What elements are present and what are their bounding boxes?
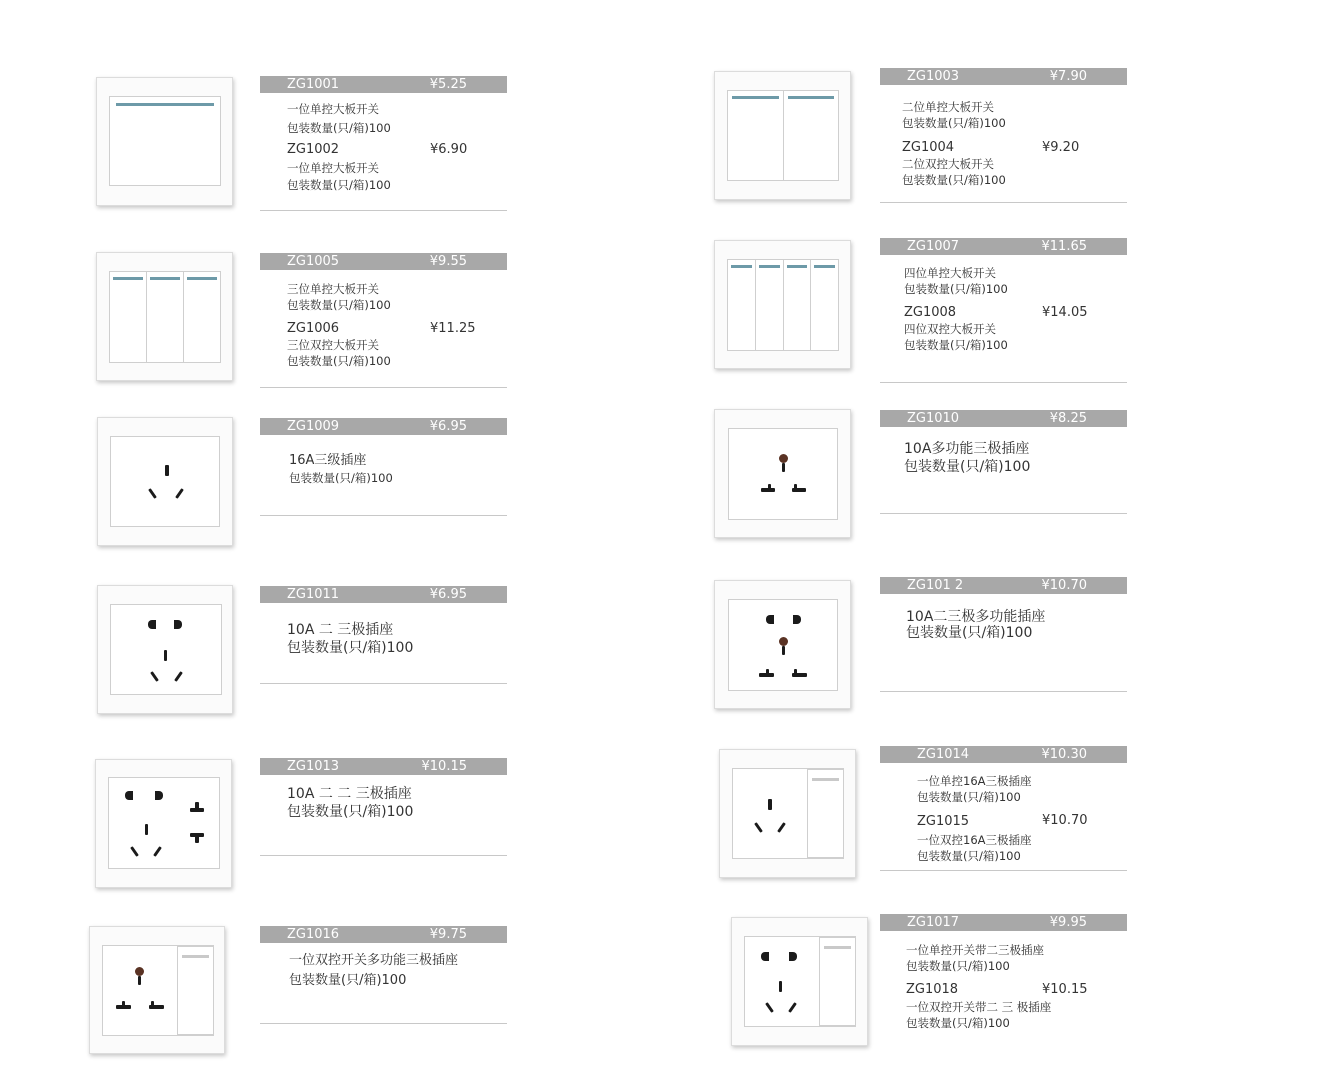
product-price-variant: ¥9.20 <box>1042 140 1080 155</box>
pack-quantity-variant: 包装数量(只/箱)100 <box>917 849 1021 863</box>
pack-quantity: 包装数量(只/箱)100 <box>287 298 391 312</box>
divider <box>880 513 1127 514</box>
product-code-variant: ZG1004 <box>902 140 955 155</box>
product-name-variant: 一位单控大板开关 <box>287 161 379 175</box>
product-name: 10A多功能三极插座 <box>904 441 1030 457</box>
product-code: ZG1011 <box>287 587 340 602</box>
product-header-bar <box>880 410 1127 427</box>
product-name: 10A二三极多功能插座 <box>906 609 1046 625</box>
product-price: ¥10.70 <box>1041 578 1087 593</box>
divider <box>260 1023 507 1024</box>
product-code: ZG1014 <box>917 747 970 762</box>
product-name-variant: 一位双控开关带二 三 极插座 <box>906 1000 1052 1014</box>
product-name: 一位单控大板开关 <box>287 102 379 116</box>
product-name-variant: 一位双控16A三极插座 <box>917 833 1032 847</box>
product-header-bar <box>260 418 507 435</box>
product-header-bar <box>260 76 507 93</box>
product-image-multifunction-socket <box>714 409 851 538</box>
divider <box>880 382 1127 383</box>
rocker-switch <box>177 946 214 1035</box>
product-image-switched-multifunction-socket <box>89 926 225 1054</box>
product-code: ZG1007 <box>907 239 960 254</box>
product-code: ZG101 2 <box>907 578 964 593</box>
pack-quantity: 包装数量(只/箱)100 <box>902 116 1006 130</box>
product-price: ¥9.95 <box>1049 915 1087 930</box>
pack-quantity: 包装数量(只/箱)100 <box>904 459 1031 475</box>
product-name: 一位单控开关带二三极插座 <box>906 943 1044 957</box>
product-image-16a-socket <box>97 417 233 546</box>
product-image-switched-16a-socket <box>719 749 856 878</box>
product-code: ZG1010 <box>907 411 960 426</box>
pack-quantity-variant: 包装数量(只/箱)100 <box>906 1016 1010 1030</box>
indicator-strip <box>116 103 214 106</box>
product-header-bar <box>260 926 507 943</box>
divider <box>260 683 507 684</box>
pack-quantity: 包装数量(只/箱)100 <box>289 471 393 485</box>
product-image-2-gang-switch <box>714 71 851 200</box>
product-price-variant: ¥11.25 <box>430 321 476 336</box>
product-image-1-gang-switch <box>96 77 233 206</box>
product-price: ¥8.25 <box>1049 411 1087 426</box>
pack-quantity-variant: 包装数量(只/箱)100 <box>902 173 1006 187</box>
product-header-bar <box>880 914 1127 931</box>
product-header-bar <box>880 746 1127 763</box>
product-image-2-3-multifunction-socket <box>714 580 851 709</box>
rocker-switch <box>807 769 844 858</box>
pack-quantity: 包装数量(只/箱)100 <box>904 282 1008 296</box>
product-header-bar <box>880 238 1127 255</box>
product-code-variant: ZG1006 <box>287 321 340 336</box>
product-image-2-2-3-socket <box>95 759 232 888</box>
pack-quantity: 包装数量(只/箱)100 <box>289 973 407 988</box>
pack-quantity: 包装数量(只/箱)100 <box>287 121 391 135</box>
product-name: 一位单控16A三极插座 <box>917 774 1032 788</box>
product-code-variant: ZG1018 <box>906 982 959 997</box>
pack-quantity-variant: 包装数量(只/箱)100 <box>287 178 391 192</box>
product-name: 10A 二 二 三极插座 <box>287 786 412 802</box>
product-name-variant: 四位双控大板开关 <box>904 322 996 336</box>
product-price-variant: ¥10.70 <box>1042 813 1088 828</box>
divider <box>260 387 507 388</box>
pack-quantity-variant: 包装数量(只/箱)100 <box>287 354 391 368</box>
product-price-variant: ¥10.15 <box>1042 982 1088 997</box>
product-name: 10A 二 三极插座 <box>287 622 394 638</box>
product-price: ¥5.25 <box>429 77 467 92</box>
product-image-4-gang-switch <box>714 240 851 369</box>
product-name: 三位单控大板开关 <box>287 282 379 296</box>
product-header-bar <box>260 586 507 603</box>
product-name: 一位双控开关多功能三极插座 <box>289 953 459 968</box>
product-code: ZG1017 <box>907 915 960 930</box>
product-price: ¥10.15 <box>421 759 467 774</box>
product-price: ¥10.30 <box>1041 747 1087 762</box>
product-header-bar <box>880 577 1127 594</box>
divider <box>260 210 507 211</box>
product-price: ¥6.95 <box>429 587 467 602</box>
product-header-bar <box>260 253 507 270</box>
divider <box>260 855 507 856</box>
product-image-switched-2-3-socket <box>731 917 868 1046</box>
product-price: ¥9.55 <box>429 254 467 269</box>
product-header-bar <box>260 758 507 775</box>
product-name: 四位单控大板开关 <box>904 266 996 280</box>
product-code-variant: ZG1015 <box>917 814 970 829</box>
pack-quantity: 包装数量(只/箱)100 <box>917 790 1021 804</box>
product-name: 16A三级插座 <box>289 453 367 468</box>
product-image-3-gang-switch <box>96 252 233 381</box>
product-code: ZG1003 <box>907 69 960 84</box>
pack-quantity-variant: 包装数量(只/箱)100 <box>904 338 1008 352</box>
product-price-variant: ¥6.90 <box>430 142 468 157</box>
divider <box>260 515 507 516</box>
pack-quantity: 包装数量(只/箱)100 <box>906 625 1033 641</box>
product-code: ZG1005 <box>287 254 340 269</box>
product-code-variant: ZG1008 <box>904 305 957 320</box>
product-code: ZG1001 <box>287 77 340 92</box>
product-price: ¥9.75 <box>429 927 467 942</box>
product-price: ¥7.90 <box>1049 69 1087 84</box>
pack-quantity: 包装数量(只/箱)100 <box>287 804 414 820</box>
pack-quantity: 包装数量(只/箱)100 <box>906 959 1010 973</box>
product-name-variant: 二位双控大板开关 <box>902 157 994 171</box>
rocker-switch <box>819 937 856 1026</box>
product-code-variant: ZG1002 <box>287 142 340 157</box>
product-code: ZG1016 <box>287 927 340 942</box>
product-header-bar <box>880 68 1127 85</box>
product-image-2-3-pin-socket <box>97 585 233 714</box>
product-name-variant: 三位双控大板开关 <box>287 338 379 352</box>
pack-quantity: 包装数量(只/箱)100 <box>287 640 414 656</box>
divider <box>880 202 1127 203</box>
product-code: ZG1013 <box>287 759 340 774</box>
product-price: ¥6.95 <box>429 419 467 434</box>
product-code: ZG1009 <box>287 419 340 434</box>
divider <box>880 870 1127 871</box>
divider <box>880 691 1127 692</box>
product-price: ¥11.65 <box>1041 239 1087 254</box>
product-name: 二位单控大板开关 <box>902 100 994 114</box>
product-price-variant: ¥14.05 <box>1042 305 1088 320</box>
